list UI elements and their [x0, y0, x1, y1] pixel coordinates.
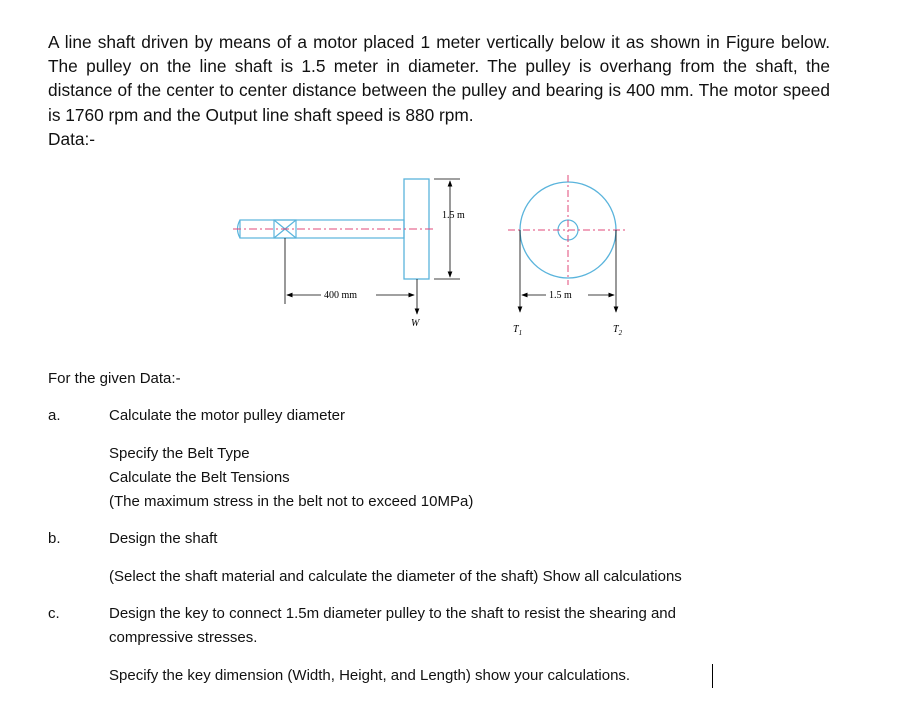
task-c-line-1: Design the key to connect 1.5m diameter pulley to the shaft to resist the shearing and: [109, 605, 676, 622]
given-data-heading: For the given Data:-: [48, 370, 181, 387]
task-a-line-4: (The maximum stress in the belt not to exceed 10MPa): [109, 493, 474, 510]
tension-t1-label: $T_1$: [513, 324, 523, 337]
task-c-marker: c.: [48, 605, 60, 622]
task-c-line-3: Specify the key dimension (Width, Height, and Length) show your calculations.: [109, 667, 631, 684]
data-label: Data:-: [48, 129, 96, 149]
diameter-label: 1.5 m: [549, 290, 572, 301]
overhang-label: 400 mm: [324, 290, 358, 301]
height-dimension: [434, 179, 460, 279]
task-b-line-1: Design the shaft: [109, 530, 218, 547]
task-a-line-1: Calculate the motor pulley diameter: [109, 407, 345, 424]
height-label: 1.5 m: [442, 210, 465, 221]
tension-t2-label: $T_2$: [613, 324, 623, 337]
text-cursor[interactable]: [712, 664, 713, 688]
weight-label: W: [411, 318, 420, 329]
task-c-line-2: compressive stresses.: [109, 629, 258, 646]
task-b-line-2: (Select the shaft material and calculate the diameter of the shaft) Show all calculations: [109, 568, 682, 585]
problem-statement: A line shaft driven by means of a motor placed 1 meter vertically below it as shown in Figure below. The pulley on the line shaft is 1.5 meter in diameter. The pulley is overhang from the shaft, the distance of the center to center distance between the pulley and bearing is 400 mm. The motor speed is 1760 rpm and the Output line shaft speed is 880 rpm.: [48, 32, 830, 125]
shaft-pulley-figure: [228, 172, 638, 347]
task-a-line-2: Specify the Belt Type: [109, 445, 250, 462]
task-b-marker: b.: [48, 530, 61, 547]
task-a-marker: a.: [48, 407, 61, 424]
task-a-line-3: Calculate the Belt Tensions: [109, 469, 290, 486]
